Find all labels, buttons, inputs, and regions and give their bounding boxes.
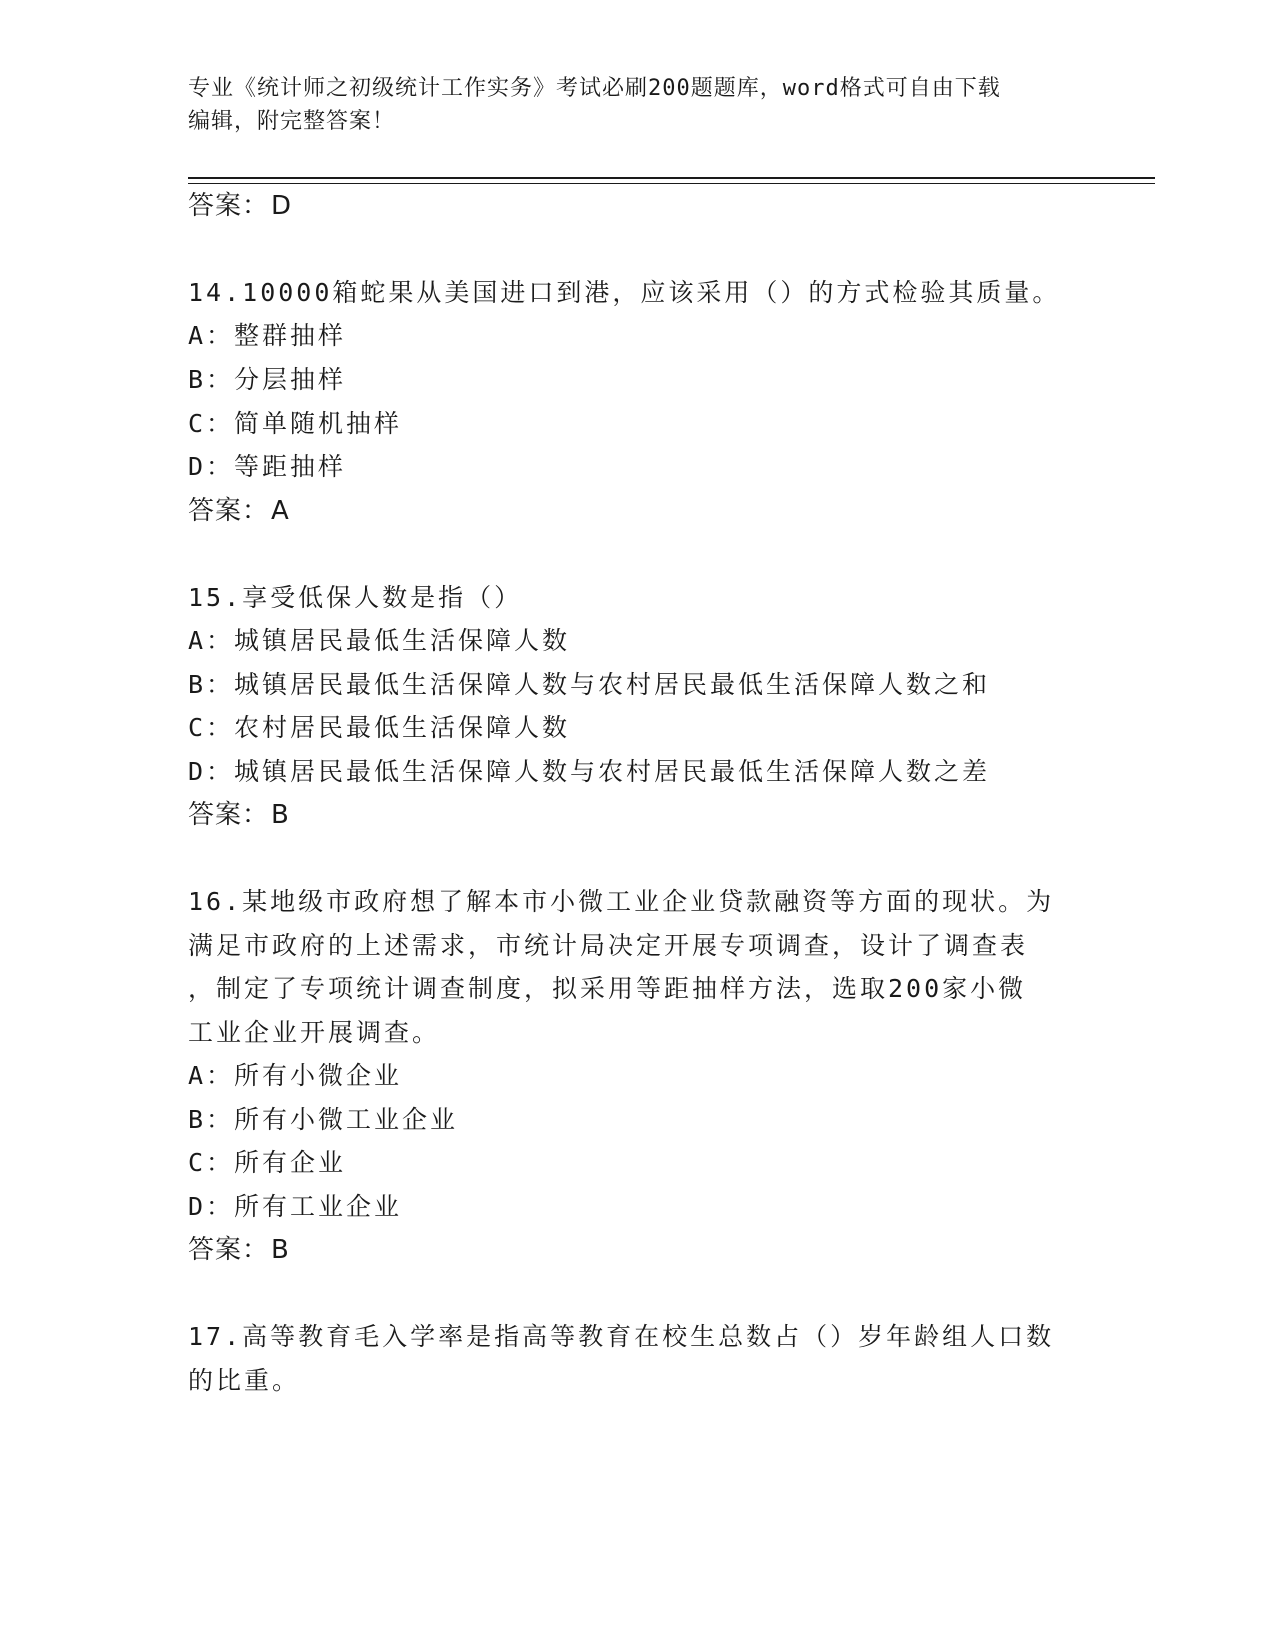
q17-stem-line-1: 17.高等教育毛入学率是指高等教育在校生总数占（）岁年龄组人口数 <box>188 1322 1055 1351</box>
q16-option-b: B：所有小微工业企业 <box>188 1105 459 1134</box>
q14-answer <box>188 494 290 528</box>
q16-stem-line-2: 满足市政府的上述需求，市统计局决定开展专项调查，设计了调查表 <box>188 931 1029 960</box>
q14-stem: 14.10000箱蛇果从美国进口到港，应该采用（）的方式检验其质量。 <box>188 278 1061 307</box>
q15-option-c: C：农村居民最低生活保障人数 <box>188 713 571 742</box>
q15-stem: 15.享受低保人数是指（） <box>188 583 523 612</box>
answer-value: B <box>271 1235 290 1265</box>
q14-option-d: D：等距抽样 <box>188 452 347 481</box>
answer-label: 答案： <box>188 800 270 830</box>
q16-answer <box>188 1233 290 1267</box>
answer-label: 答案： <box>188 191 270 221</box>
q16-stem-line-3: ，制定了专项统计调查制度，拟采用等距抽样方法，选取200家小微 <box>188 974 1027 1003</box>
q15-answer <box>188 798 290 832</box>
q16-option-c: C：所有企业 <box>188 1148 347 1177</box>
q16-stem-line-1: 16.某地级市政府想了解本市小微工业企业贷款融资等方面的现状。为 <box>188 887 1055 916</box>
q14-option-c: C：简单随机抽样 <box>188 409 403 438</box>
answer-value: A <box>271 496 290 526</box>
q16-option-d: D：所有工业企业 <box>188 1192 403 1221</box>
answer-label: 答案： <box>188 496 270 526</box>
answer-value: B <box>271 800 290 830</box>
header-rule-thick <box>188 177 1155 179</box>
header-rule-thin <box>188 183 1155 184</box>
q15-option-d: D：城镇居民最低生活保障人数与农村居民最低生活保障人数之差 <box>188 757 991 786</box>
header-line-1: 专业《统计师之初级统计工作实务》考试必刷200题题库，word格式可自由下载 <box>188 76 1001 101</box>
q15-option-a: A：城镇居民最低生活保障人数 <box>188 626 571 655</box>
q13-answer <box>188 189 292 223</box>
q16-stem-line-4: 工业企业开展调查。 <box>188 1018 441 1047</box>
answer-label: 答案： <box>188 1235 270 1265</box>
q14-option-a: A：整群抽样 <box>188 321 347 350</box>
q17-stem-line-2: 的比重。 <box>188 1366 301 1395</box>
document-header <box>188 72 1088 138</box>
q16-option-a: A：所有小微企业 <box>188 1061 403 1090</box>
header-line-2: 编辑，附完整答案！ <box>188 109 396 134</box>
q15-option-b: B：城镇居民最低生活保障人数与农村居民最低生活保障人数之和 <box>188 670 991 699</box>
answer-value: D <box>271 191 293 221</box>
q14-option-b: B：分层抽样 <box>188 365 347 394</box>
